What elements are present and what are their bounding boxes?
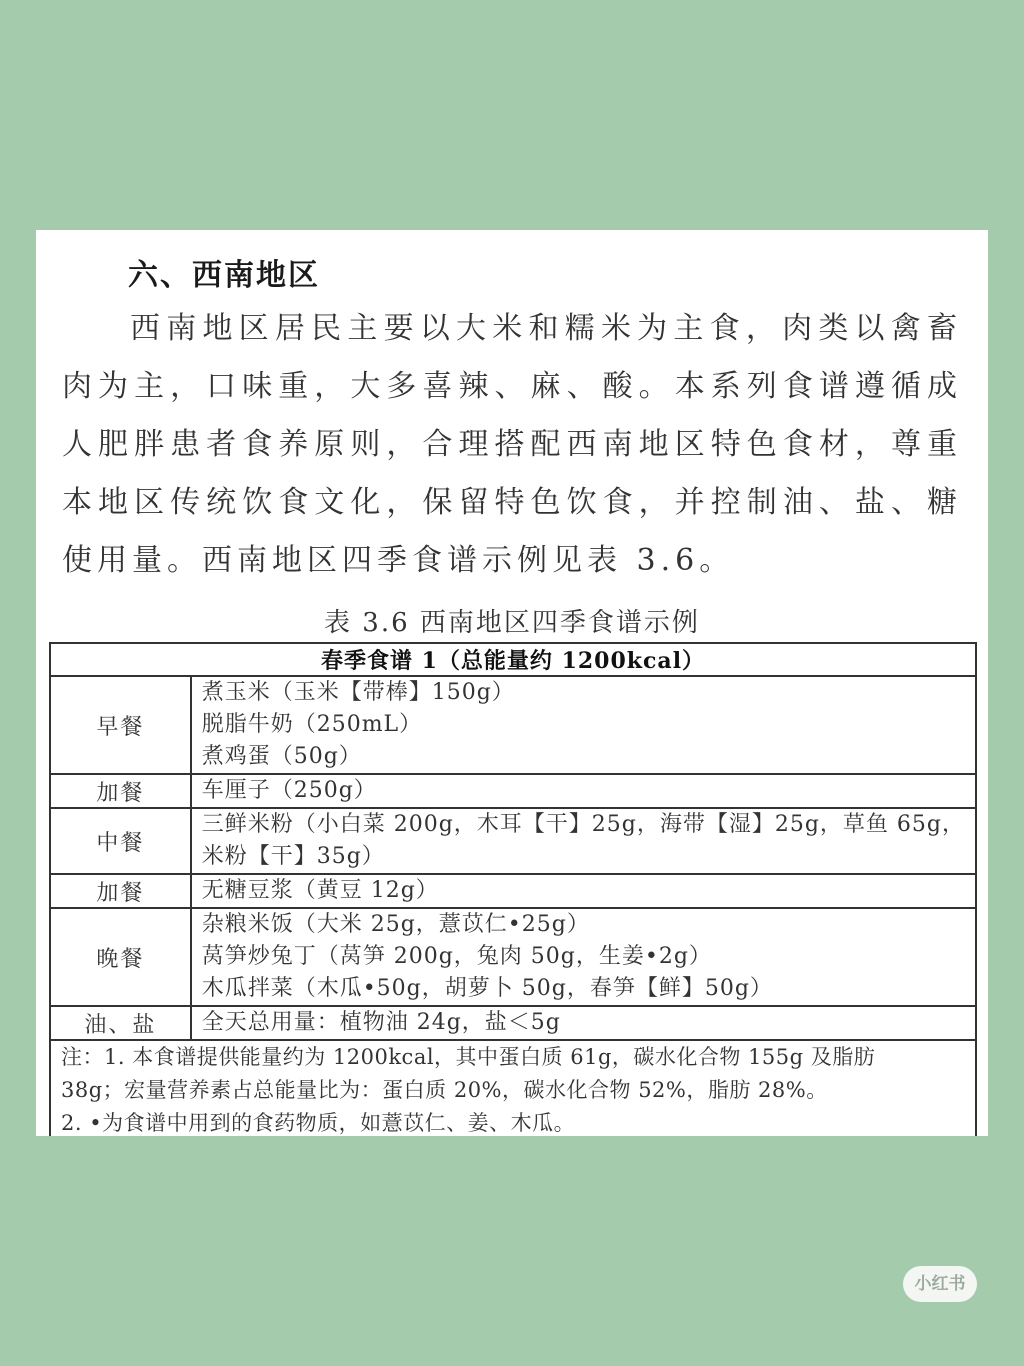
food-item: 全天总用量：植物油 24g，盐＜5g [201, 1010, 561, 1035]
table-row [50, 676, 976, 774]
note-line: 注：1. 本食谱提供能量约为 1200kcal，其中蛋白质 61g，碳水化合物 155g 及脂肪 [61, 1045, 876, 1069]
xiaohongshu-watermark: 小红书 [903, 1266, 977, 1302]
document-page [36, 230, 988, 1136]
food-item: 煮鸡蛋（50g） [201, 744, 362, 769]
meal-foods [191, 774, 976, 808]
meal-name: 加餐 [50, 874, 191, 908]
food-item: 莴笋炒兔丁（莴笋 200g，兔肉 50g，生姜•2g） [201, 944, 712, 969]
menu-table [49, 642, 977, 1136]
meal-name: 加餐 [50, 774, 191, 808]
table-caption: 表 3.6 西南地区四季食谱示例 [324, 608, 700, 638]
table-row [50, 774, 976, 808]
table-row [50, 1006, 976, 1040]
meal-name: 早餐 [50, 676, 191, 774]
note-line: 38g；宏量营养素占总能量比为：蛋白质 20%，碳水化合物 52%，脂肪 28%。 [61, 1078, 828, 1102]
intro-paragraph: 西南地区居民主要以大米和糯米为主食，肉类以禽畜肉为主，口味重，大多喜辣、麻、酸。本系列食谱遵循成人肥胖患者食养原则，合理搭配西南地区特色食材，尊重本地区传统饮食文化，保留特色饮食，并控制油、盐、糖使用量。西南地区四季食谱示例见表 3.6。 [62, 311, 962, 578]
section-title: 六、西南地区 [128, 258, 320, 293]
food-item: 脱脂牛奶（250mL） [201, 712, 423, 737]
meal-name: 中餐 [50, 808, 191, 874]
food-item: 无糖豆浆（黄豆 12g） [201, 878, 439, 903]
table-header-row [50, 643, 976, 676]
meal-name: 油、盐 [50, 1006, 191, 1040]
meal-foods [191, 676, 976, 774]
meal-foods [191, 808, 976, 874]
food-item: 煮玉米（玉米【带棒】150g） [201, 680, 515, 705]
food-item: 木瓜拌菜（木瓜•50g，胡萝卜 50g，春笋【鲜】50g） [201, 976, 773, 1001]
meal-foods [191, 1006, 976, 1040]
meal-name: 晚餐 [50, 908, 191, 1006]
food-item: 杂粮米饭（大米 25g，薏苡仁•25g） [201, 912, 590, 937]
meal-foods [191, 908, 976, 1006]
food-item: 米粉【干】35g） [201, 844, 385, 869]
food-item: 三鲜米粉（小白菜 200g，木耳【干】25g，海带【湿】25g，草鱼 65g， [201, 812, 965, 837]
table-notes-row [50, 1040, 976, 1136]
note-line: 2. •为食谱中用到的食药物质，如薏苡仁、姜、木瓜。 [61, 1111, 576, 1135]
table-row [50, 874, 976, 908]
table-header: 春季食谱 1（总能量约 1200kcal） [50, 643, 976, 676]
table-notes [50, 1040, 976, 1136]
food-item: 车厘子（250g） [201, 778, 377, 803]
table-row [50, 908, 976, 1006]
meal-foods [191, 874, 976, 908]
table-row [50, 808, 976, 874]
